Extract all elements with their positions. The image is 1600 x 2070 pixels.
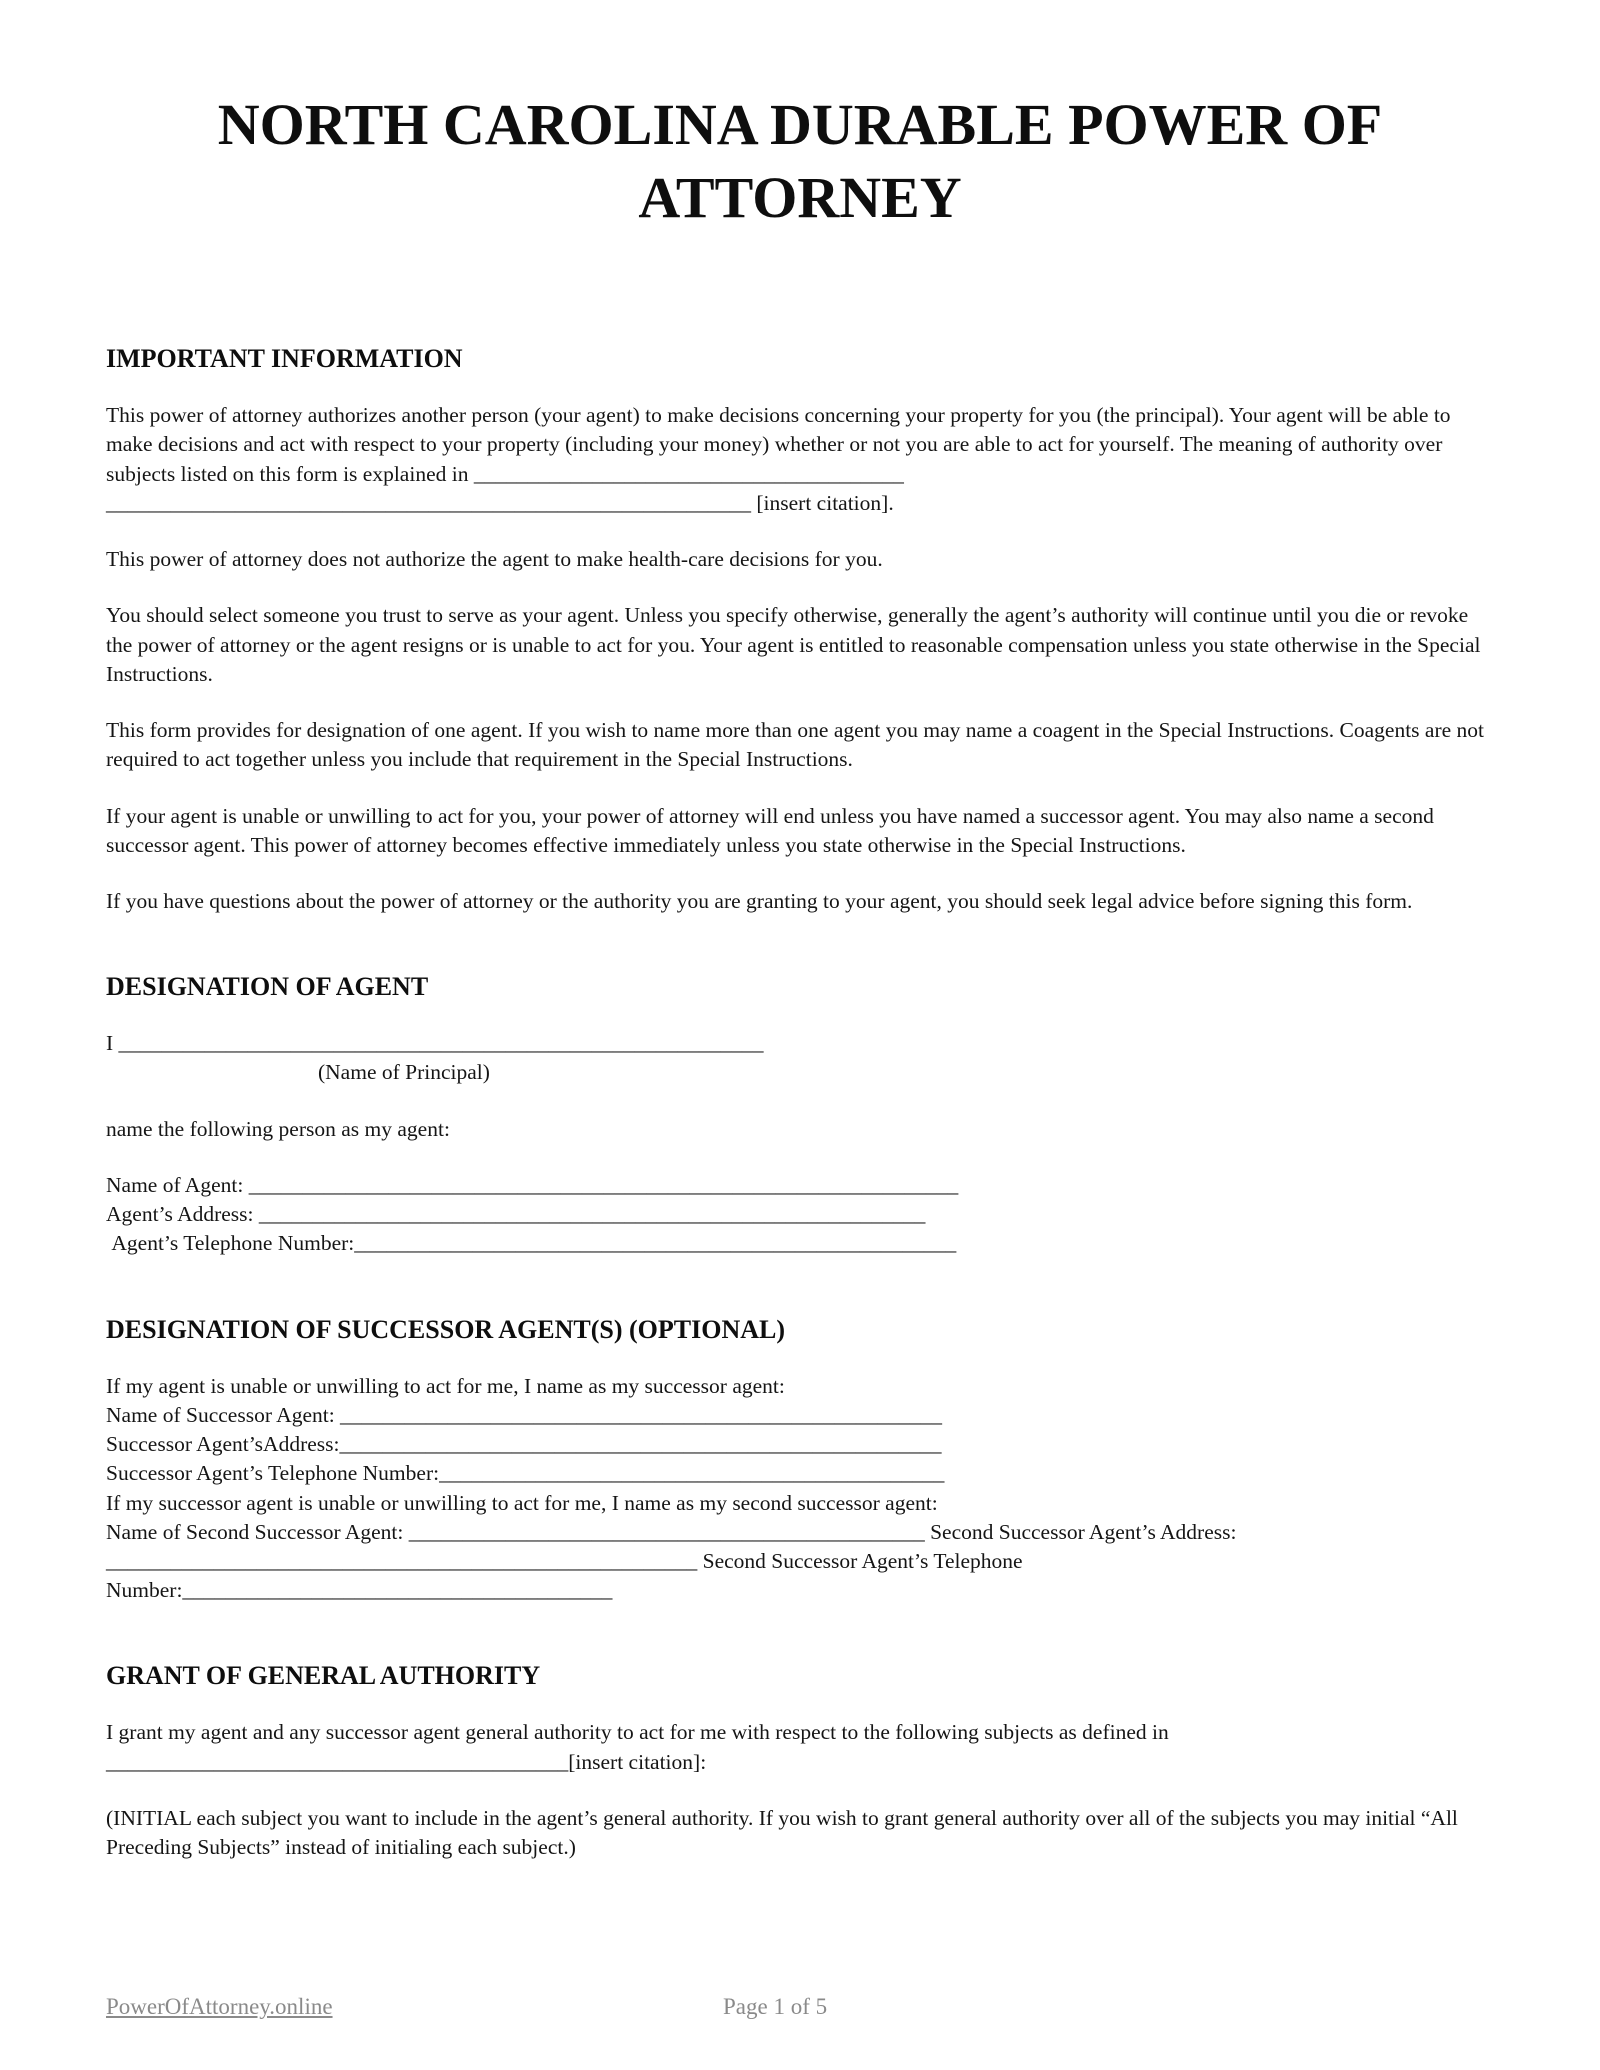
section-heading-designation-of-successor: DESIGNATION OF SUCCESSOR AGENT(S) (OPTIONAL) bbox=[106, 1314, 785, 1344]
paragraph-successor: If your agent is unable or unwilling to act for you, your power of attorney will end unless you have named a successor agent. You may also name a second successor agent. This power of attorney becomes effective immediately unless you state otherwise in the Special Instructions. bbox=[106, 803, 1440, 857]
agent-address-field-line: Agent’s Address: ______________________________________________________________ bbox=[106, 1202, 926, 1227]
paragraph-healthcare: This power of attorney does not authorize the agent to make health-care decisions for you. bbox=[106, 547, 883, 572]
page-number: Page 1 of 5 bbox=[723, 1994, 828, 2019]
successor-telephone-field-line: Successor Agent’s Telephone Number:_______________________________________________ bbox=[106, 1461, 945, 1486]
agent-name-field-line: Name of Agent: __________________________________________________________________ bbox=[106, 1172, 959, 1197]
principal-name-blank-line: I ____________________________________________________________ bbox=[106, 1031, 764, 1056]
document-title bbox=[106, 88, 1494, 234]
section-important-information bbox=[106, 344, 1494, 916]
footer-link[interactable]: PowerOfAttorney.online bbox=[106, 1994, 333, 2019]
principal-name-caption: (Name of Principal) bbox=[318, 1060, 490, 1085]
section-heading-designation-of-agent: DESIGNATION OF AGENT bbox=[106, 972, 429, 1002]
successor-fields bbox=[106, 1372, 1494, 1606]
document-title-line-1: NORTH CAROLINA DURABLE POWER OF bbox=[217, 92, 1383, 157]
paragraph-select-agent: You should select someone you trust to serve as your agent. Unless you specify otherwise, generally the agent’s authority will continue until you die or revoke the power of attorney or the agent resigns or is unable to act for you. Your agent is entitled to reasonable compensation unless you state otherwise in the Special Instructions. bbox=[106, 603, 1486, 686]
page-footer bbox=[0, 1994, 1600, 2026]
document-title-line-2: ATTORNEY bbox=[638, 165, 962, 231]
initial-instructions-paragraph: (INITIAL each subject you want to include in the agent’s general authority. If you wish to grant general authority over all of the subjects you may initial “All Preceding Subjects” instead of initialing each subject.) bbox=[106, 1805, 1464, 1860]
successor-name-field-line: Name of Successor Agent: ________________________________________________________ bbox=[106, 1402, 943, 1427]
section-heading-grant-of-general-authority: GRANT OF GENERAL AUTHORITY bbox=[106, 1661, 541, 1691]
paragraph-legal-advice: If you have questions about the power of attorney or the authority you are granting to your agent, you should seek legal advice before signing this form. bbox=[106, 888, 1413, 913]
paragraph-one-agent: This form provides for designation of one agent. If you wish to name more than one agent you may name a coagent in the Special Instructions. Coagents are not required to act together unless you include that requirement in the Special Instructions. bbox=[106, 718, 1490, 772]
grant-authority-paragraph: I grant my agent and any successor agent general authority to act for me with respect to the following subjects as defined in ___________________________________________[insert citation]: bbox=[106, 1720, 1175, 1774]
successor-intro-line: If my agent is unable or unwilling to act for me, I name as my successor agent: bbox=[106, 1373, 785, 1398]
successor-address-field-line: Successor Agent’sAddress:________________________________________________________ bbox=[106, 1432, 942, 1457]
section-designation-of-agent bbox=[106, 972, 1494, 1258]
second-successor-intro-line: If my successor agent is unable or unwilling to act for me, I name as my second successor agent: bbox=[106, 1490, 938, 1515]
section-heading-important-information: IMPORTANT INFORMATION bbox=[106, 344, 463, 374]
second-successor-fields-line: Name of Second Successor Agent: ________________________________________________ Second Successor Agent’s Address: _______________________________________________________ Second Successor Agent’s Telephone Number:________________________________________ bbox=[106, 1519, 1242, 1603]
agent-fields bbox=[106, 1171, 1494, 1259]
paragraph-authorization: This power of attorney authorizes another person (your agent) to make decisions concerning your property for you (the principal). Your agent will be able to make decisions and act with respect to your property (including your money) whether or not you are able to act for yourself. The meaning of authority over subjects listed on this form is explained in ________________________________________ ____________________________________________________________ [insert citation]. bbox=[106, 403, 1456, 515]
section-designation-of-successor bbox=[106, 1315, 1494, 1606]
agent-intro-line: name the following person as my agent: bbox=[106, 1116, 450, 1141]
agent-telephone-field-line: Agent’s Telephone Number:________________________________________________________ bbox=[106, 1231, 957, 1256]
section-grant-of-general-authority bbox=[106, 1661, 1494, 1862]
